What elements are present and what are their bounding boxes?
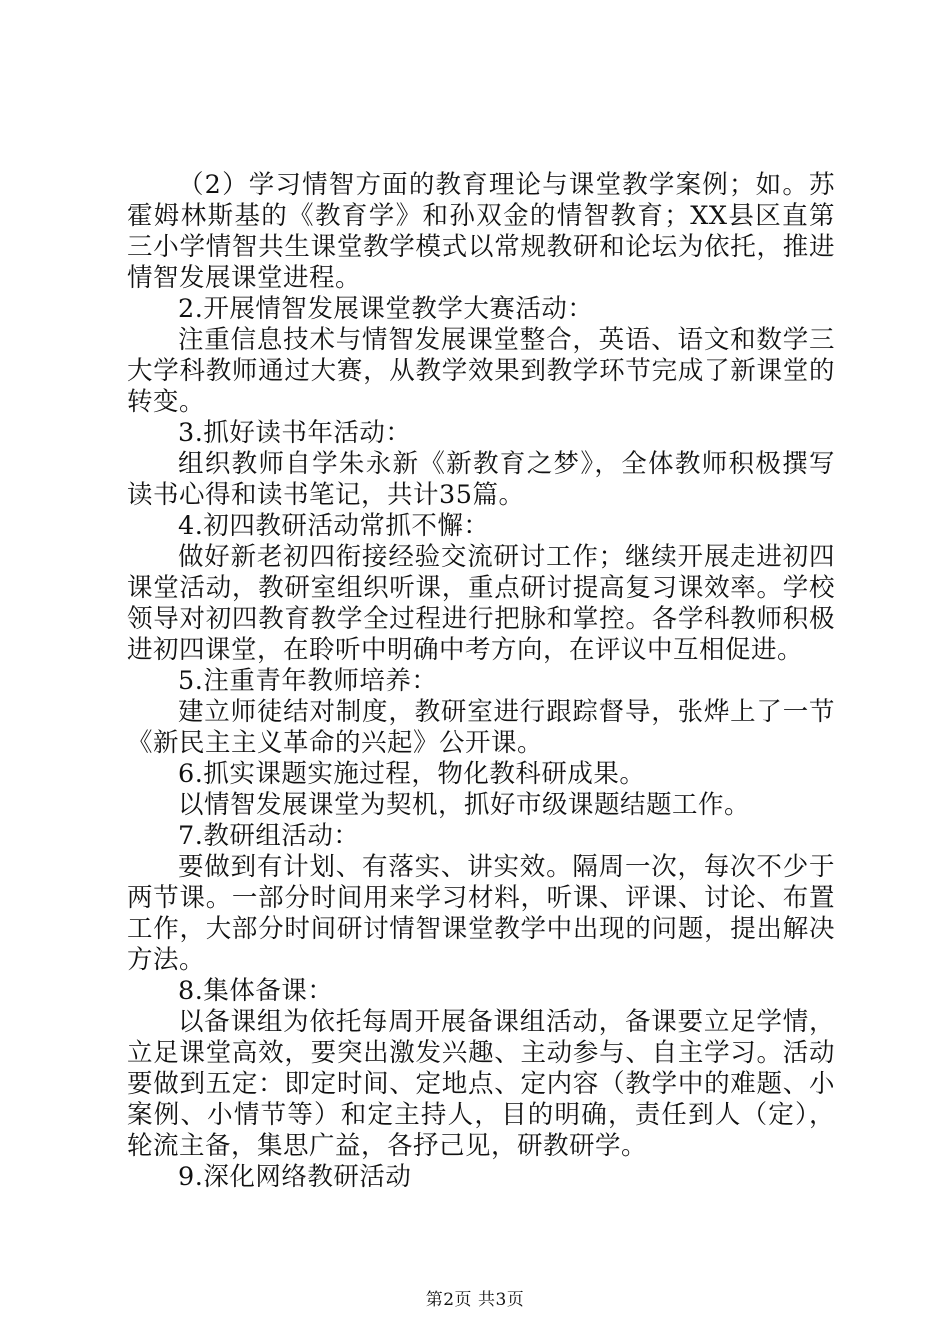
heading-young-teachers: 5.注重青年教师培养：	[178, 666, 438, 696]
paragraph-research-projects: 以情智发展课堂为契机，抓好市级课题结题工作。	[178, 790, 751, 820]
paragraph-learning-theory: （2）学习情智方面的教育理论与课堂教学案例；如。苏霍姆林斯基的《教育学》和孙双金的情智教育；XX县区直第三小学情智共生课堂教学模式以常规教研和论坛为依托，推进情智发展课堂进程。	[127, 170, 835, 293]
heading-online-research: 9.深化网络教研活动	[178, 1162, 412, 1192]
heading-research-group: 7.教研组活动：	[178, 821, 360, 851]
heading-grade-four-research: 4.初四教研活动常抓不懈：	[178, 511, 490, 541]
paragraph-grade-four-research: 做好新老初四衔接经验交流研讨工作；继续开展走进初四课堂活动，教研室组织听课，重点研讨提高复习课效率。学校领导对初四教育教学全过程进行把脉和掌控。各学科教师积极进初四课堂，在聆听中明确中考方向，在评议中互相促进。	[127, 542, 835, 665]
document-body	[127, 170, 835, 1193]
page-number-label: 第2页 共3页	[425, 1290, 525, 1310]
heading-collective-lesson-prep: 8.集体备课：	[178, 976, 334, 1006]
paragraph-reading-year: 组织教师自学朱永新《新教育之梦》，全体教师积极撰写读书心得和读书笔记，共计35篇。	[127, 449, 835, 510]
heading-teaching-contest: 2.开展情智发展课堂教学大赛活动：	[178, 294, 594, 324]
paragraph-teaching-contest: 注重信息技术与情智发展课堂整合，英语、语文和数学三大学科教师通过大赛，从教学效果到教学环节完成了新课堂的转变。	[127, 325, 835, 417]
heading-research-projects: 6.抓实课题实施过程，物化教科研成果。	[178, 759, 646, 789]
paragraph-research-group: 要做到有计划、有落实、讲实效。隔周一次，每次不少于两节课。一部分时间用来学习材料，听课、评课、讨论、布置工作，大部分时间研讨情智课堂教学中出现的问题，提出解决方法。	[127, 852, 835, 975]
heading-reading-year: 3.抓好读书年活动：	[178, 418, 412, 448]
page-footer	[0, 1290, 950, 1310]
paragraph-young-teachers: 建立师徒结对制度，教研室进行跟踪督导，张烨上了一节《新民主主义革命的兴起》公开课。	[127, 697, 835, 758]
paragraph-collective-lesson-prep: 以备课组为依托每周开展备课组活动，备课要立足学情，立足课堂高效，要突出激发兴趣、主动参与、自主学习。活动要做到五定：即定时间、定地点、定内容（教学中的难题、小案例、小情节等）和定主持人，目的明确，责任到人（定），轮流主备，集思广益，各抒己见，研教研学。	[127, 1007, 835, 1161]
